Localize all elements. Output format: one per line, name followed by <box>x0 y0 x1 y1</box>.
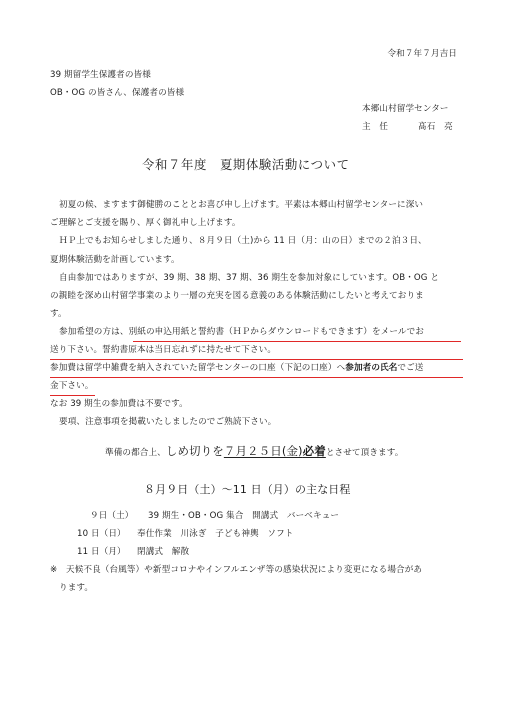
body-line: の親睦を深め山村留学事業のより一層の充実を図る意義のある体験活動にしたいと考えておりま <box>50 291 424 301</box>
schedule-note-cont: ります。 <box>59 583 94 593</box>
application-intro: 参加希望の方は、 <box>59 327 129 337</box>
body-line: ご理解とご支援を賜り、厚く御礼申し上げます。 <box>50 218 241 228</box>
participant-name-emphasis: 参加者の氏名 <box>345 363 398 373</box>
application-line-2 <box>50 346 276 355</box>
recipient-line-1: 39 期留学生保護者の皆様 <box>50 70 151 80</box>
application-instructions-end: 送り下さい。 <box>50 345 103 355</box>
fee-instructions: 参加費は留学中雑費を納入されていた留学センターの口座（下記の口座）へ <box>50 363 346 373</box>
schedule-heading: ８月９日（土）～11 日（月）の主な日程 <box>144 483 351 496</box>
deadline-line <box>105 446 403 458</box>
schedule-activities: 奉仕作業 川泳ぎ 子ども神輿 ソフト <box>137 529 294 539</box>
body-line: なお 39 期生の参加費は不要です。 <box>50 399 188 409</box>
fee-instructions-cont: でご送 <box>397 363 424 373</box>
sender-organization: 本郷山村留学センター <box>362 104 449 114</box>
schedule-activities: 閉講式 解散 <box>137 547 190 557</box>
body-line: 自由参加ではありますが、39 期、38 期、37 期、36 期生を参加対象にしています。OB・OG と <box>59 273 440 283</box>
original-form-note: 誓約書原本は当日忘れずに持たせて下さい。 <box>102 345 277 355</box>
deadline-suffix: とさせて頂きます。 <box>325 448 404 458</box>
sender-name: 髙石 亮 <box>418 122 453 132</box>
schedule-activities: 39 期生・OB・OG 集合 開講式 バーベキュー <box>148 511 340 521</box>
body-line: す。 <box>50 309 67 319</box>
body-line: 初夏の候、ますます御健勝のこととお喜び申し上げます。平素は本郷山村留学センターに深い <box>59 200 424 210</box>
fee-line-1 <box>50 364 424 373</box>
body-line: ＨＰ上でもお知らせしました通り、８月９日（土)から 11 日（月：山の日）までの２泊３日、 <box>59 236 427 246</box>
red-underline <box>50 377 463 378</box>
red-underline <box>50 395 95 396</box>
deadline-prefix: 準備の都合上、 <box>105 448 166 458</box>
sender-role: 主 任 <box>362 122 389 132</box>
fee-line-2: 金下さい。 <box>50 381 94 391</box>
document-title: 令和７年度 夏期体験活動について <box>142 157 350 172</box>
deadline-must-arrive: 必着 <box>302 444 326 458</box>
deadline-date: ７月２５日(金) <box>223 444 303 458</box>
schedule-day: 10 日（日） <box>77 529 126 539</box>
schedule-day: ９日（土） <box>90 511 134 521</box>
application-instructions: 別紙の申込用紙と誓約書（ＨＰからダウンロードもできます）をメールでお <box>128 327 424 337</box>
body-line: 夏期体験活動を計画しています。 <box>50 255 180 265</box>
application-line-1 <box>59 328 424 337</box>
recipient-line-2: OB・OG の皆さん、保護者の皆様 <box>50 88 185 98</box>
body-line: 要項、注意事項を掲載いたしましたのでご熟読下さい。 <box>59 417 277 427</box>
red-underline <box>133 341 461 342</box>
deadline-label: しめ切りを <box>165 444 224 458</box>
document-date: 令和７年７月吉日 <box>387 49 457 59</box>
red-underline <box>50 359 463 360</box>
schedule-note: ※ 天候不良（台風等）や新型コロナやインフルエンザ等の感染状況により変更になる場合があ <box>50 565 423 575</box>
schedule-day: 11 日（月） <box>77 547 126 557</box>
